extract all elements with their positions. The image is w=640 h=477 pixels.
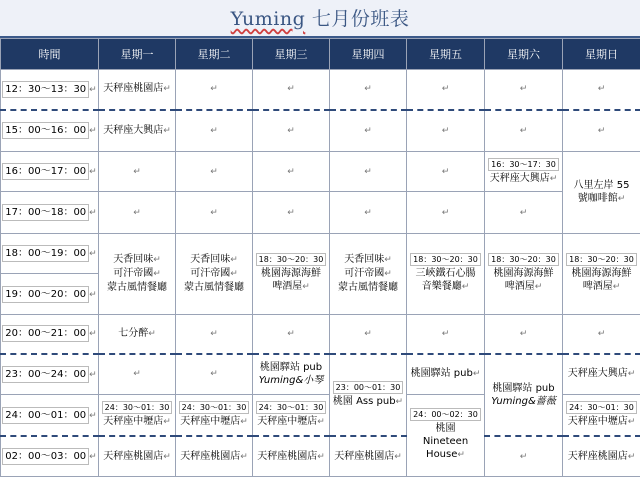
schedule-cell: 八里左岸 55 號咖啡館↵ — [563, 152, 640, 234]
empty-cell: ↵ — [407, 314, 485, 354]
schedule-cell: 七分醉↵ — [99, 314, 176, 354]
empty-cell: ↵ — [176, 314, 253, 354]
empty-cell: ↵ — [485, 110, 563, 152]
schedule-cell: 24：30～01：30 天秤座中壢店↵ — [176, 394, 253, 436]
schedule-cell: 天秤座桃園店↵ — [330, 436, 407, 476]
schedule-cell: 24：30～01：30 天秤座中壢店↵ — [563, 394, 640, 436]
empty-cell: ↵ — [563, 70, 640, 110]
schedule-cell: 23：00～01：30 桃園 Ass pub↵ — [330, 354, 407, 436]
table-row — [1, 110, 640, 152]
empty-cell: ↵ — [485, 70, 563, 110]
schedule-cell: 天香回味↵ 可汗帝國↵ 蒙古風情餐廳 — [176, 234, 253, 314]
empty-cell: ↵ — [485, 436, 563, 476]
header-fri: 星期五 — [407, 39, 485, 70]
empty-cell: ↵ — [176, 354, 253, 394]
title-name: Yuming — [230, 8, 306, 30]
empty-cell: ↵ — [485, 192, 563, 234]
time-cell: 24：00～01：00 ↵ — [1, 394, 99, 436]
header-mon: 星期一 — [99, 39, 176, 70]
table-row — [1, 234, 640, 274]
table-row — [1, 436, 640, 476]
schedule-cell: 桃園驛站 pub↵ — [407, 354, 485, 394]
empty-cell: ↵ — [176, 70, 253, 110]
empty-cell: ↵ — [563, 314, 640, 354]
schedule-cell: 桃園驛站 pub Yuming&小琴 — [253, 354, 330, 394]
time-cell: 19：00～20：00 ↵ — [1, 274, 99, 314]
schedule-table — [0, 38, 640, 477]
header-tue: 星期二 — [176, 39, 253, 70]
header-row — [1, 39, 640, 70]
schedule-cell: 天香回味↵ 可汗帝國↵ 蒙古風情餐廳 — [330, 234, 407, 314]
empty-cell: ↵ — [99, 152, 176, 192]
time-cell: 02：00～03：00 ↵ — [1, 436, 99, 476]
table-row — [1, 314, 640, 354]
header-sat: 星期六 — [485, 39, 563, 70]
empty-cell: ↵ — [253, 152, 330, 192]
empty-cell: ↵ — [253, 314, 330, 354]
header-sun: 星期日 — [563, 39, 640, 70]
schedule-cell: 18：30～20：30 桃園海源海鮮 啤酒屋↵ — [253, 234, 330, 314]
time-cell: 23：00～24：00 ↵ — [1, 354, 99, 394]
empty-cell: ↵ — [563, 110, 640, 152]
empty-cell: ↵ — [330, 314, 407, 354]
empty-cell: ↵ — [176, 192, 253, 234]
time-cell: 16：00～17：00 ↵ — [1, 152, 99, 192]
schedule-cell: 天秤座大興店↵ — [99, 110, 176, 152]
empty-cell: ↵ — [407, 192, 485, 234]
schedule-cell: 天秤座桃園店↵ — [253, 436, 330, 476]
empty-cell: ↵ — [330, 70, 407, 110]
schedule-cell: 18：30～20：30 桃園海源海鮮 啤酒屋↵ — [485, 234, 563, 314]
empty-cell: ↵ — [407, 70, 485, 110]
title-text: 七月份班表 — [305, 8, 410, 30]
empty-cell: ↵ — [253, 70, 330, 110]
table-row — [1, 354, 640, 394]
schedule-cell: 天秤座大興店↵ — [563, 354, 640, 394]
schedule-cell: 24：30～01：30 天秤座中壢店↵ — [253, 394, 330, 436]
empty-cell: ↵ — [176, 152, 253, 192]
header-wed: 星期三 — [253, 39, 330, 70]
empty-cell: ↵ — [253, 110, 330, 152]
empty-cell: ↵ — [253, 192, 330, 234]
time-cell: 20：00～21：00 ↵ — [1, 314, 99, 354]
empty-cell: ↵ — [99, 354, 176, 394]
time-cell: 18：00～19：00 ↵ — [1, 234, 99, 274]
time-cell: 12：30～13：30 ↵ — [1, 70, 99, 110]
schedule-cell: 天秤座桃園店↵ — [99, 436, 176, 476]
table-row — [1, 70, 640, 110]
table-row — [1, 192, 640, 234]
schedule-cell: 天秤座桃園店↵ — [176, 436, 253, 476]
empty-cell: ↵ — [407, 152, 485, 192]
schedule-cell: 24：30～01：30 天秤座中壢店↵ — [99, 394, 176, 436]
schedule-cell: 24：00～02：30 桃園 Nineteen House↵ — [407, 394, 485, 476]
empty-cell: ↵ — [407, 110, 485, 152]
empty-cell: ↵ — [99, 192, 176, 234]
empty-cell: ↵ — [330, 152, 407, 192]
page-title — [0, 4, 640, 31]
time-cell: 17：00～18：00 ↵ — [1, 192, 99, 234]
schedule-cell: 天香回味↵ 可汗帝國↵ 蒙古風情餐廳 — [99, 234, 176, 314]
schedule-cell: 18：30～20：30 桃園海源海鮮 啤酒屋↵ — [563, 234, 640, 314]
schedule-cell: 天秤座桃園店↵ — [99, 70, 176, 110]
title-bar — [0, 0, 640, 38]
time-cell: 15：00～16：00 ↵ — [1, 110, 99, 152]
schedule-cell: 天秤座桃園店↵ — [563, 436, 640, 476]
schedule-cell: 16：30～17：30 天秤座大興店↵ — [485, 152, 563, 192]
schedule-cell: 桃園驛站 pub Yuming&薔薇 — [485, 354, 563, 436]
header-thu: 星期四 — [330, 39, 407, 70]
empty-cell: ↵ — [330, 110, 407, 152]
empty-cell: ↵ — [485, 314, 563, 354]
empty-cell: ↵ — [330, 192, 407, 234]
table-row — [1, 152, 640, 192]
empty-cell: ↵ — [176, 110, 253, 152]
header-time: 時間 — [1, 39, 99, 70]
schedule-cell: 18：30～20：30 三峽鐵石心腸 音樂餐廳↵ — [407, 234, 485, 314]
